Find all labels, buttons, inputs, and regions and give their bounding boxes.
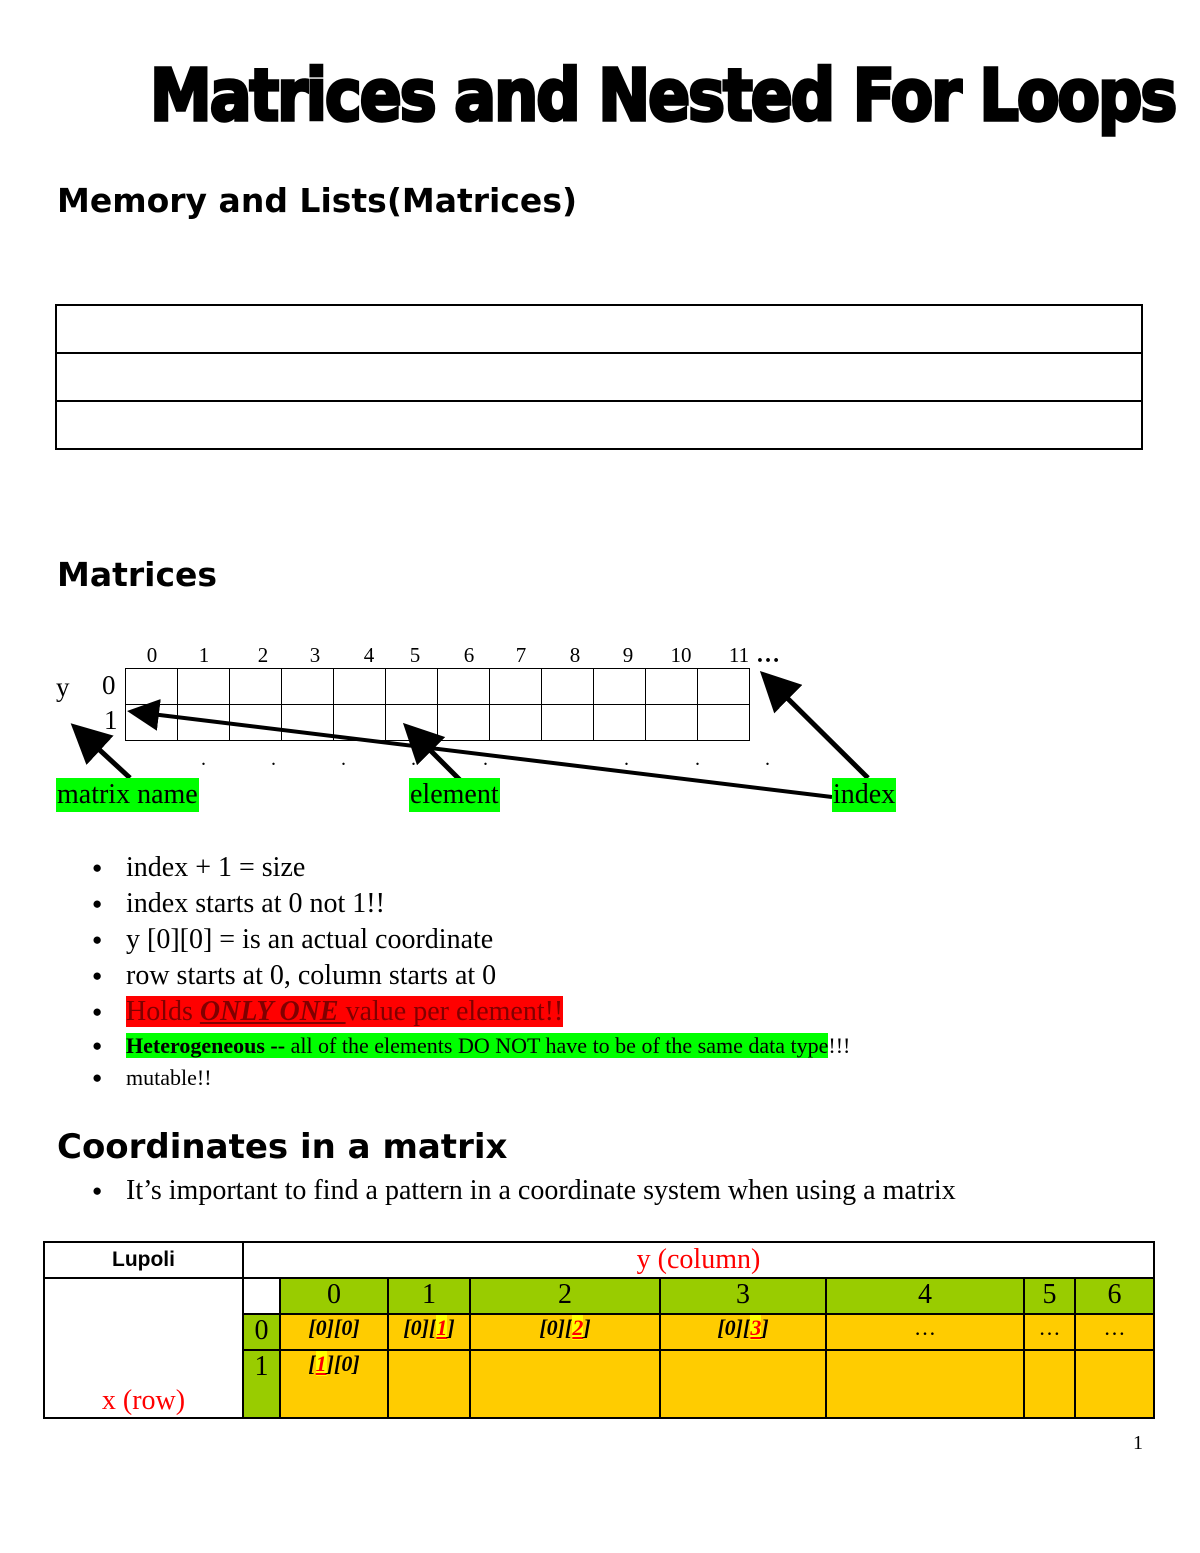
column-ellipsis: … [756,642,780,668]
table-cell [280,1350,388,1418]
bold-term: Heterogeneous -- [126,1033,291,1058]
column-header: 1 [388,1278,470,1314]
continuation-dot: . [411,748,416,770]
continuation-dot: . [271,748,276,770]
cell-text: [0][ [539,1315,573,1340]
table-cell [243,1278,280,1314]
cell-highlight: 1 [436,1315,448,1340]
section-heading-coordinates: Coordinates in a matrix [57,1127,508,1167]
table-cell: … [1075,1314,1154,1350]
text: all of the elements DO NOT have to be of the same data type [290,1033,829,1058]
arrow-index-ellipsis [767,678,868,778]
continuation-dot: . [624,748,629,770]
column-index: 7 [515,643,527,667]
column-header: 6 [1075,1278,1154,1314]
column-header: 5 [1024,1278,1075,1314]
column-header: 2 [470,1278,660,1314]
table-cell [388,1314,470,1350]
row-header: 0 [243,1314,280,1350]
table-cell: … [1024,1314,1075,1350]
row-header: 1 [243,1350,280,1418]
column-index: 10 [670,643,692,667]
text: !!! [828,1033,851,1058]
row-index: 1 [104,705,118,735]
table-row [44,1242,1154,1278]
text: value per element!! [345,996,564,1027]
page-title: Matrices and Nested For Loops [150,53,1176,138]
highlight-red [126,996,563,1027]
cell-text: [0][ [717,1315,751,1340]
column-index: 3 [309,643,321,667]
table-cell [388,1350,470,1418]
list-item: ● index + 1 = size [92,850,850,886]
coordinates-list [92,1174,956,1208]
emphasis: ONLY ONE [199,996,346,1027]
table-row [44,1278,1154,1314]
cell-highlight: 1 [315,1351,327,1376]
column-index: 4 [363,643,375,667]
continuation-dot: . [341,748,346,770]
table-cell [660,1314,826,1350]
column-header: 3 [660,1278,826,1314]
text: Holds [126,996,200,1027]
cell-text: ] [447,1315,455,1340]
continuation-dot: . [765,748,770,770]
column-header: 0 [280,1278,388,1314]
continuation-dot: . [201,748,206,770]
column-index: 11 [728,643,750,667]
cell-text: [0][ [403,1315,437,1340]
column-index: 8 [569,643,581,667]
x-axis-label: x (row) [101,1385,186,1416]
list-item [92,994,850,1030]
y-axis-label: y (column) [243,1242,1154,1278]
column-index: 6 [463,643,475,667]
list-item: ● mutable!! [92,1062,850,1094]
table-cell [280,1314,388,1350]
cell-text: [0][0] [308,1315,360,1340]
x-axis-cell [44,1278,243,1418]
column-header: 4 [826,1278,1024,1314]
table-cell [1075,1350,1154,1418]
section-heading-matrices: Matrices [57,555,218,594]
label-index: index [833,779,896,810]
continuation-dot: . [483,748,488,770]
highlight-green [126,1033,828,1058]
matrix-facts-list [92,850,850,1094]
arrow-matrix-name [78,730,130,778]
label-element: element [410,779,499,810]
cell-highlight: 2 [572,1315,584,1340]
cell-highlight: 3 [750,1315,762,1340]
matrix-name-letter: y [56,672,70,702]
section-heading-memory: Memory and Lists(Matrices) [57,181,578,220]
table-cell [470,1314,660,1350]
page-number: 1 [1133,1432,1143,1454]
list-item [92,1030,850,1062]
continuation-dot: . [695,748,700,770]
row-index: 0 [102,670,116,700]
table-cell [1024,1350,1075,1418]
list-item: ● y [0][0] = is an actual coordinate [92,922,850,958]
table-corner-label: Lupoli [44,1242,243,1278]
cell-text: [ [308,1351,316,1376]
coordinate-table [43,1241,1155,1419]
cell-text: ] [583,1315,591,1340]
table-cell [660,1350,826,1418]
cell-text: ] [761,1315,769,1340]
column-index: 9 [622,643,634,667]
list-item: ● It’s important to find a pattern in a coordinate system when using a matrix [92,1174,956,1208]
column-index: 0 [146,643,158,667]
table-cell [826,1350,1024,1418]
label-matrix-name: matrix name [57,779,198,810]
continuation-dot: . [553,748,558,770]
table-cell [470,1350,660,1418]
cell-text: ][0] [326,1351,360,1376]
column-index: 1 [198,643,210,667]
list-item: ● row starts at 0, column starts at 0 [92,958,850,994]
list-item: ● index starts at 0 not 1!! [92,886,850,922]
column-index: 5 [409,643,421,667]
arrow-element [410,730,460,780]
table-cell: … [826,1314,1024,1350]
column-index: 2 [257,643,269,667]
